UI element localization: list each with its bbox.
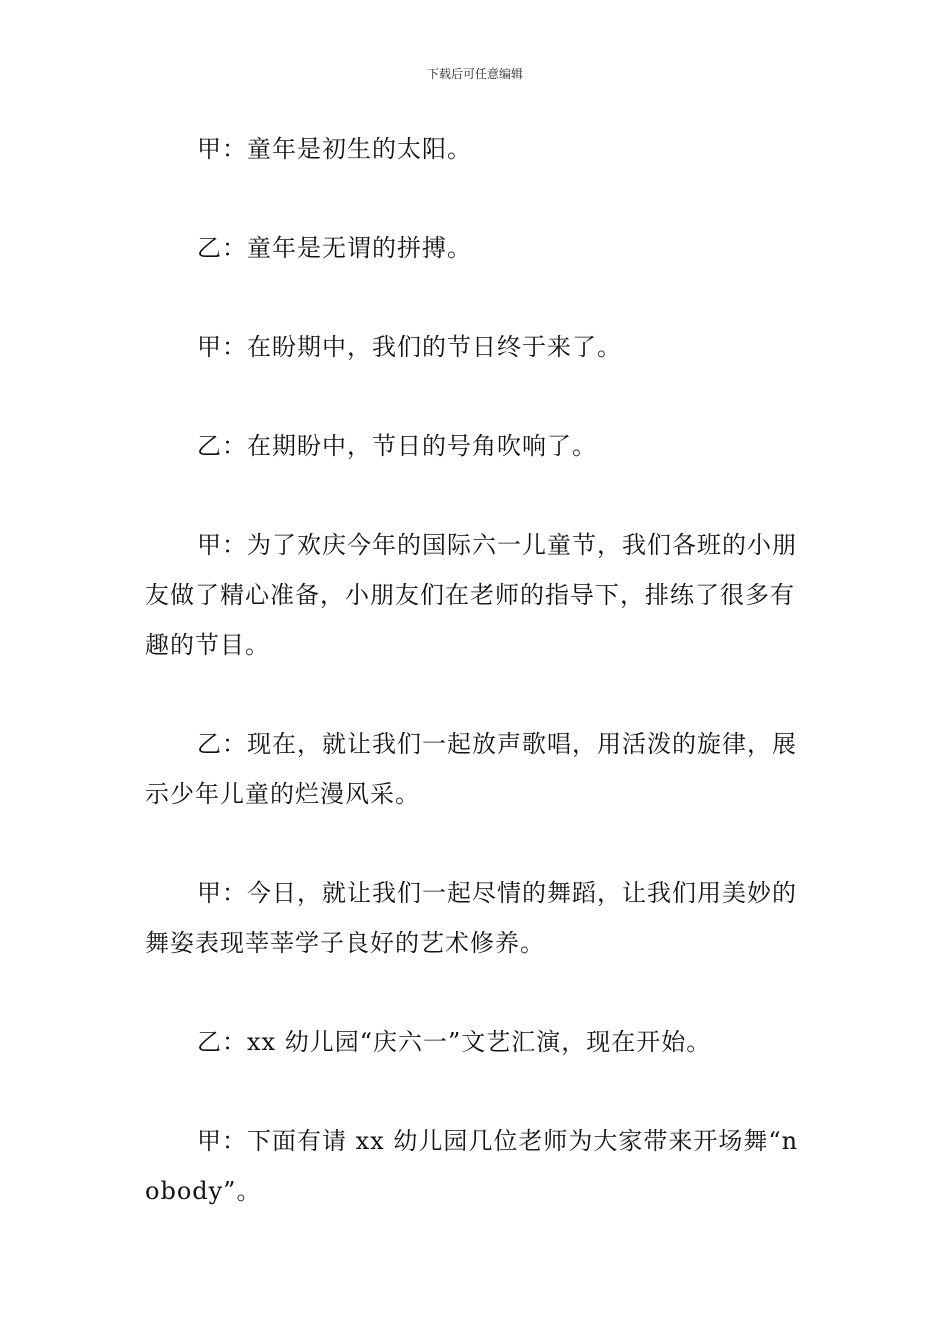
paragraph-gap (145, 273, 810, 322)
paragraph-gap (145, 372, 810, 421)
paragraph-gap (145, 670, 810, 719)
paragraph-gap (145, 1067, 810, 1116)
paragraph-gap (145, 819, 810, 868)
page-header: 下载后可任意编辑 (426, 67, 523, 81)
paragraph-6: 乙：现在，就让我们一起放声歌唱，用活泼的旋律，展示少年儿童的烂漫风采。 (145, 730, 797, 808)
paragraph-gap (145, 174, 810, 223)
paragraph-gap (145, 968, 810, 1017)
paragraph-2: 乙：童年是无谓的拼搏。 (197, 234, 472, 262)
paragraph-8: 乙：xx 幼儿园“庆六一”文艺汇演，现在开始。 (197, 1028, 712, 1056)
paragraph-7: 甲：今日，就让我们一起尽情的舞蹈，让我们用美妙的舞姿表现莘莘学子良好的艺术修养。 (145, 879, 797, 957)
document-body (145, 124, 810, 1216)
paragraph-5: 甲：为了欢庆今年的国际六一儿童节，我们各班的小朋友做了精心准备，小朋友们在老师的指导下，排练了很多有趣的节目。 (145, 531, 797, 659)
paragraph-9: 甲：下面有请 xx 幼儿园几位老师为大家带来开场舞“nobody”。 (145, 1127, 799, 1205)
paragraph-4: 乙：在期盼中，节日的号角吹响了。 (197, 432, 597, 460)
paragraph-3: 甲：在盼期中，我们的节日终于来了。 (197, 333, 622, 361)
paragraph-1: 甲：童年是初生的太阳。 (197, 135, 472, 163)
paragraph-gap (145, 471, 810, 520)
